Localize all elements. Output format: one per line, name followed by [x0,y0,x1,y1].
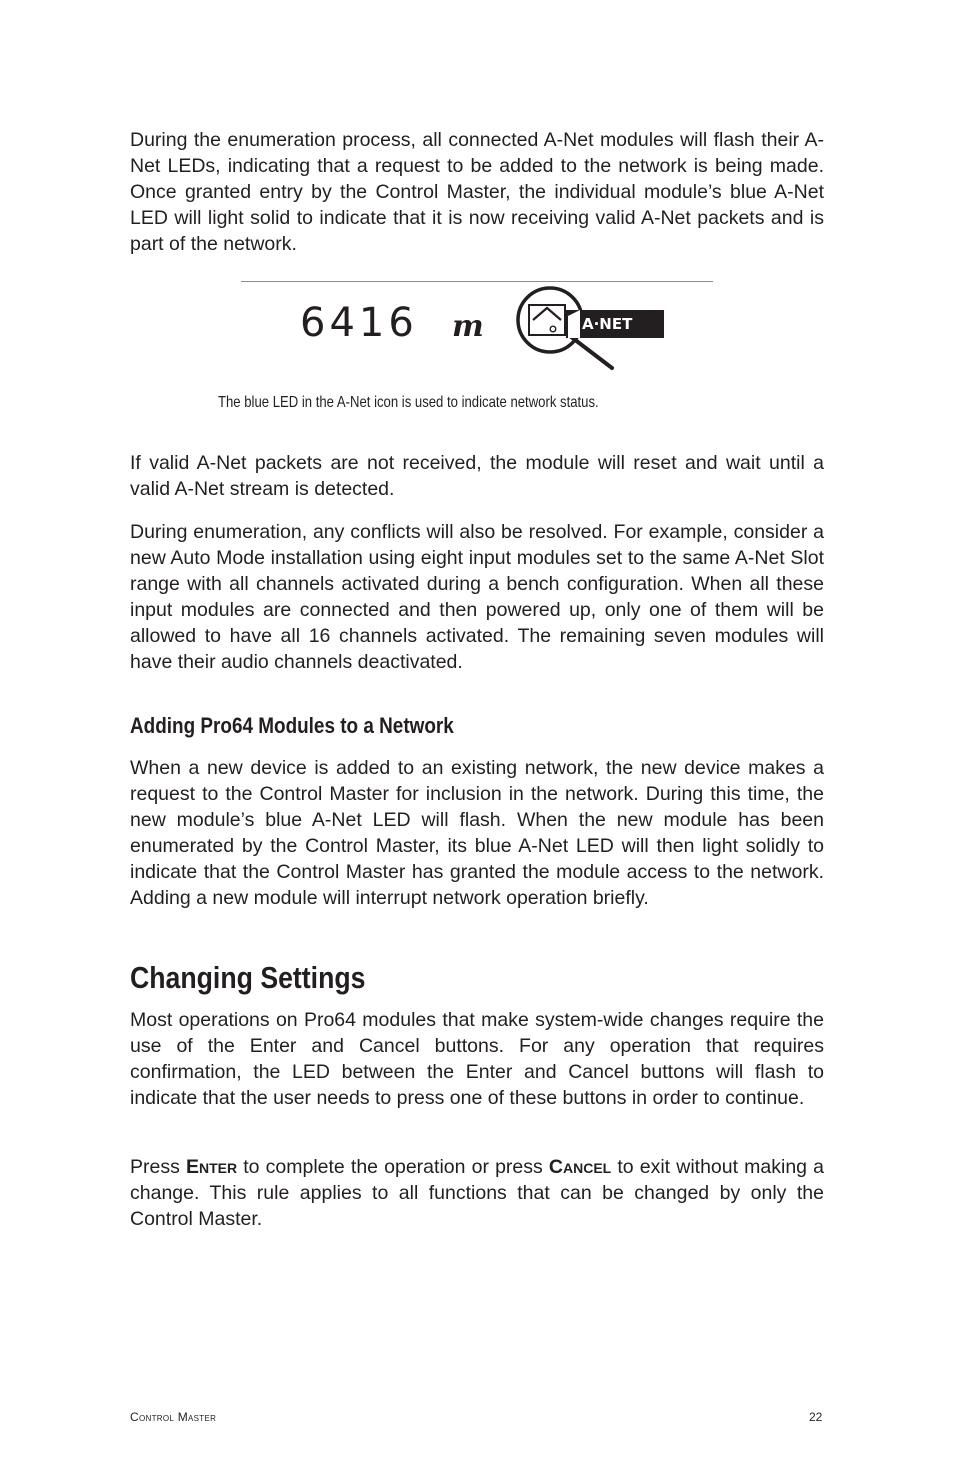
model-suffix: m [452,309,484,344]
paragraph-invalid-packets: If valid A-Net packets are not received, the module will reset and wait until a valid A-Net stream is detected. [130,452,824,500]
paragraph-adding: When a new device is added to an existing network, the new device makes a request to the Control Master for inclusion in the network. During this time, the new module’s blue A-Net LED will flash. When the new module has been enumerated by the Control Master, its blue A-Net LED will then light solidly to indicate that the Control Master has granted the module access to the network. Adding a new module will interrupt network operation briefly. [130,757,824,909]
figure-top-rule [241,281,713,282]
anet-badge-text: A·NET [582,315,633,333]
model-number: 6416 [300,300,418,346]
press-text-1: Press [130,1156,186,1178]
paragraph-settings: Most operations on Pro64 modules that make system-wide changes require the use of the Enter and Cancel buttons. For any operation that requires confirmation, the LED between the Enter and Cancel buttons will flash to indicate that the user needs to press one of these buttons in order to continue. [130,1009,824,1109]
enter-button-label: Enter [185,1156,238,1178]
cancel-button-label: Cancel [548,1156,612,1178]
footer-title: Control Master [130,1410,217,1424]
model-label [300,300,484,346]
paragraph-enumeration: During the enumeration process, all connected A-Net modules will flash their A-Net LEDs, indicating that a request to be added to the network is being made. Once granted entry by the Control Master, the individual module’s blue A-Net LED will light solid to indicate that it is now receiving valid A-Net packets and is part of the network. [130,129,824,255]
heading-changing-settings: Changing Settings [130,960,366,995]
press-text-3: to exit without making a change. This rule applies to all functions that can be changed by only the Control Master. [130,1156,824,1230]
anet-figure [300,286,670,376]
heading-adding-modules: Adding Pro64 Modules to a Network [130,713,454,738]
paragraph-press [130,1154,824,1232]
anet-icon [518,288,664,368]
figure-caption: The blue LED in the A-Net icon is used to indicate network status. [218,394,599,411]
page-number: 22 [809,1410,823,1424]
led-icon [550,326,556,332]
paragraph-conflicts: During enumeration, any conflicts will also be resolved. For example, consider a new Auto Mode installation using eight input modules set to the same A-Net Slot range with all channels activated during a bench configuration. When all these input modules are connected and then powered up, only one of them will be allowed to have all 16 channels activated. The remaining seven modules will have their audio channels deactivated. [130,521,824,673]
press-text-2: to complete the operation or press [237,1156,549,1178]
